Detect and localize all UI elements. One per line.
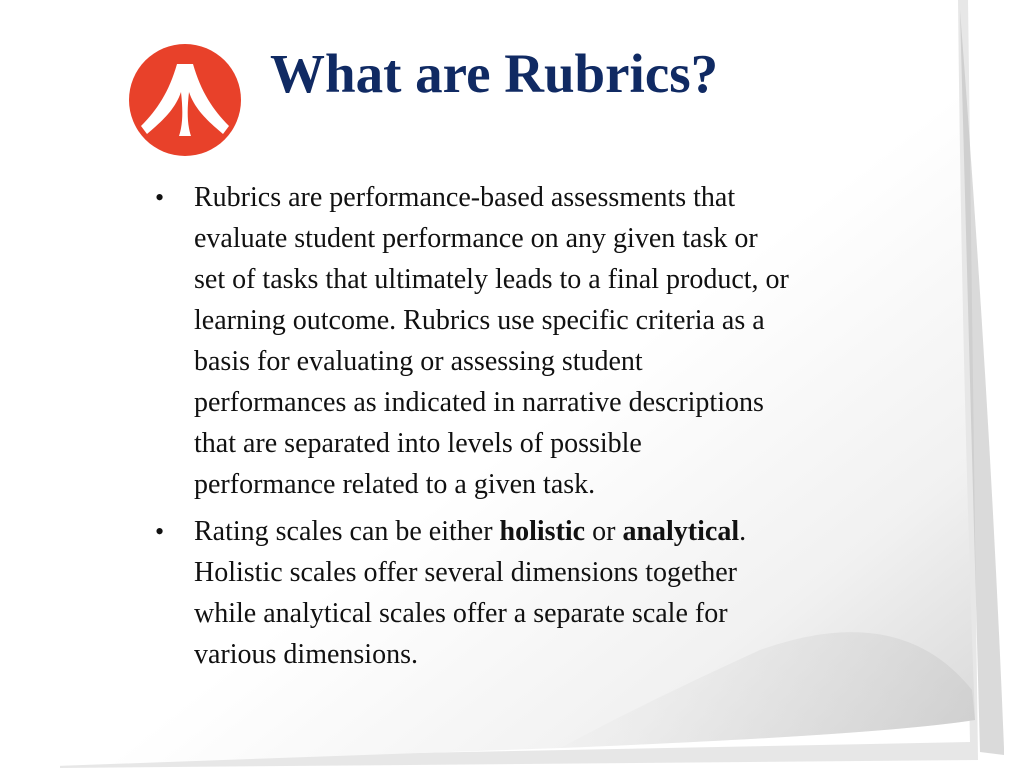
list-item (153, 177, 913, 505)
text-segment: . (739, 516, 747, 547)
slide-title: What are Rubrics? (270, 43, 719, 104)
bullet-text-line: while analytical scales offer a separate scale for (194, 598, 728, 629)
term-analytical: analytical (622, 516, 740, 547)
bullet-text-line: various dimensions. (194, 639, 418, 670)
bullet-text-line: performances as indicated in narrative descriptions (194, 387, 764, 418)
text-segment: Rating scales can be either (194, 516, 500, 547)
bullet-text-line: Rubrics are performance-based assessments that (194, 182, 736, 213)
text-segment: or (585, 516, 623, 547)
bullet-text-line: set of tasks that ultimately leads to a final product, or (194, 264, 789, 295)
bullet-text-line: evaluate student performance on any given task or (194, 223, 758, 254)
bullet-text-line (194, 511, 913, 552)
bullet-dot: • (155, 517, 165, 546)
list-item (153, 511, 913, 675)
bullet-text-line: learning outcome. Rubrics use specific criteria as a (194, 305, 765, 336)
arch-logo-icon (129, 44, 241, 156)
bullet-list (153, 177, 913, 681)
bullet-text-line: basis for evaluating or assessing student (194, 346, 643, 377)
bullet-dot: • (155, 183, 165, 212)
bullet-text-line: performance related to a given task. (194, 469, 596, 500)
bullet-text-line: that are separated into levels of possible (194, 428, 642, 459)
bullet-text-line: Holistic scales offer several dimensions together (194, 557, 737, 588)
term-holistic: holistic (499, 516, 586, 547)
